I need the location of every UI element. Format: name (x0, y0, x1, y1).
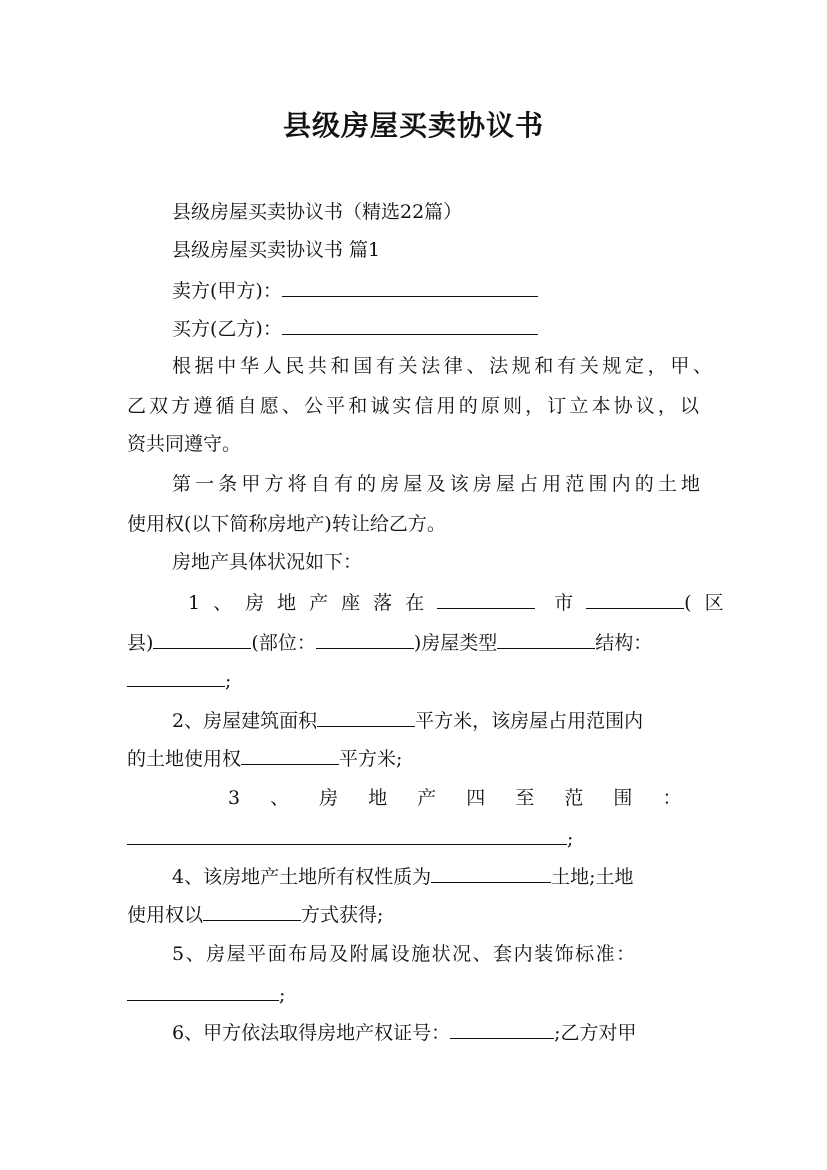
item1-line-3 (127, 668, 231, 693)
area-label: 2、房屋建筑面积 (172, 710, 318, 732)
county-blank[interactable] (153, 630, 251, 649)
house-type-label: )房屋类型 (413, 632, 498, 654)
item4-line-2 (127, 902, 383, 927)
certificate-label: 6、甲方依法取得房地产权证号： (172, 1022, 451, 1044)
land-area-unit: 平方米; (339, 748, 403, 770)
article1-line-1: 第一条甲方将自有的房屋及该房屋占用范围内的土地 (172, 473, 700, 495)
article1-line-2: 使用权(以下简称房地产)转让给乙方。 (127, 513, 446, 535)
item3-end: ; (567, 828, 574, 850)
certificate-blank[interactable] (450, 1020, 554, 1039)
item4-line-1 (172, 864, 634, 889)
city-label: 市 (554, 592, 587, 614)
structure-label: 结构： (595, 632, 653, 654)
acquire-blank[interactable] (203, 902, 301, 921)
acquire-suffix: 方式获得; (301, 904, 384, 926)
land-use-label: 的土地使用权 (127, 748, 242, 770)
seller-label: 卖方(甲方)： (172, 280, 282, 302)
layout-blank[interactable] (127, 982, 279, 1001)
county-label: 县) (127, 632, 154, 654)
position-blank[interactable] (316, 630, 414, 649)
district-label: (区 (684, 592, 737, 614)
item5-line-1: 5、房屋平面布局及附属设施状况、套内装饰标准： (172, 943, 637, 965)
position-label: (部位： (251, 632, 316, 654)
item2-line-2 (127, 746, 402, 771)
acquire-label: 使用权以 (127, 904, 204, 926)
item1-line-1 (188, 590, 737, 615)
ownership-label: 4、该房地产土地所有权性质为 (172, 866, 432, 888)
area-blank[interactable] (317, 708, 415, 727)
buyer-blank[interactable] (282, 316, 538, 335)
house-type-blank[interactable] (497, 630, 595, 649)
structure-blank[interactable] (127, 668, 225, 687)
location-blank[interactable] (437, 590, 535, 609)
item1-line-2 (127, 630, 652, 655)
item5-end: ; (279, 984, 286, 1006)
intro-line-3: 资共同遵守。 (127, 433, 242, 455)
page-title: 县级房屋买卖协议书 (282, 109, 544, 142)
subtitle: 县级房屋买卖协议书（精选22篇） (172, 201, 463, 223)
intro-line-2: 乙双方遵循自愿、公平和诚实信用的原则，订立本协议，以 (127, 395, 699, 417)
section-heading: 县级房屋买卖协议书 篇1 (172, 239, 381, 261)
item3-line-2 (127, 826, 573, 851)
city-blank[interactable] (586, 590, 684, 609)
buyer-line (172, 316, 538, 341)
item5-line-2 (127, 982, 285, 1007)
boundary-blank[interactable] (127, 826, 567, 845)
status-heading: 房地产具体状况如下： (172, 551, 363, 573)
buyer-label: 买方(乙方)： (172, 318, 282, 340)
seller-blank[interactable] (282, 278, 538, 297)
area-unit: 平方米，该房屋占用范围内 (415, 710, 644, 732)
intro-line-1: 根据中华人民共和国有关法律、法规和有关规定，甲、 (172, 355, 712, 377)
land-area-blank[interactable] (241, 746, 339, 765)
item6-line-1 (172, 1020, 637, 1045)
seller-line (172, 278, 538, 303)
item3-line-1: 3 、 房 地 产 四 至 范 围 ： (228, 787, 682, 809)
item2-line-1 (172, 708, 643, 733)
certificate-suffix: ;乙方对甲 (554, 1022, 637, 1044)
item1-label: 1、房地产座落在 (188, 592, 438, 614)
ownership-suffix: 土地;土地 (551, 866, 634, 888)
item1-end: ; (225, 670, 232, 692)
ownership-blank[interactable] (431, 864, 551, 883)
